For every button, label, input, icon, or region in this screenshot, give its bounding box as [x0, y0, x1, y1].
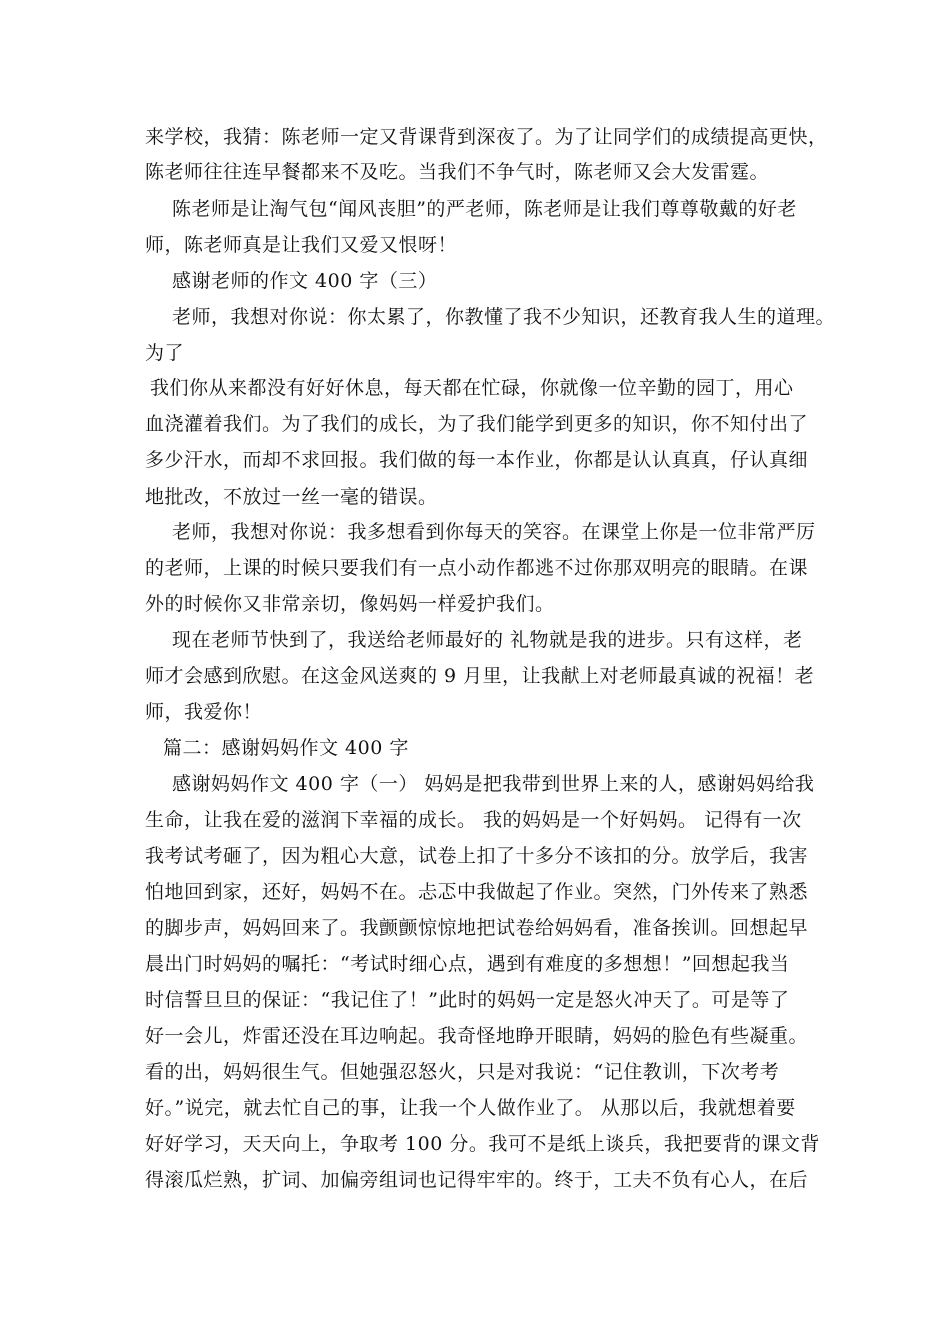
- section-heading: 篇二：感谢妈妈作文 400 字: [163, 737, 409, 759]
- text-line: 我考试考砸了，因为粗心大意，试卷上扣了十多分不该扣的分。放学后，我害: [145, 845, 809, 867]
- text-line: 师，我爱你！: [145, 701, 263, 723]
- text-line: 看的出，妈妈很生气。但她强忍怒火，只是对我说：“记住教训，下次考考: [145, 1061, 780, 1083]
- text-line: 晨出门时妈妈的嘱托：“考试时细心点，遇到有难度的多想想！”回想起我当: [145, 953, 790, 975]
- text-line: 得滚瓜烂熟，扩词、加偏旁组词也记得牢牢的。终于，工夫不负有心人，在后: [145, 1169, 809, 1191]
- text-line: 多少汗水，而却不求回报。我们做的每一本作业，你都是认认真真，仔认真细: [145, 449, 809, 471]
- text-line: 生命，让我在爱的滋润下幸福的成长。 我的妈妈是一个好妈妈。 记得有一次: [145, 809, 802, 831]
- text-line: 为了: [145, 342, 185, 364]
- text-line: 陈老师往往连早餐都来不及吃。当我们不争气时，陈老师又会大发雷霆。: [145, 161, 770, 183]
- text-line: 的老师，上课的时候只要我们有一点小动作都逃不过你那双明亮的眼睛。在课: [145, 557, 809, 579]
- text-line: 血浇灌着我们。为了我们的成长，为了我们能学到更多的知识，你不知付出了: [145, 413, 809, 435]
- text-line: 的脚步声，妈妈回来了。我颤颤惊惊地把试卷给妈妈看，准备挨训。回想起早: [145, 917, 809, 939]
- text-line: 地批改，不放过一丝一毫的错误。: [145, 486, 438, 508]
- text-line: 怕地回到家，还好，妈妈不在。忐忑中我做起了作业。突然，门外传来了熟悉: [145, 881, 809, 903]
- text-line: 老师，我想对你说：你太累了，你教懂了我不少知识，还教育我人生的道理。: [172, 306, 836, 328]
- text-line: 来学校，我猜：陈老师一定又背课背到深夜了。为了让同学们的成绩提高更快，: [145, 126, 828, 148]
- text-line: 我们你从来都没有好好休息，每天都在忙碌，你就像一位辛勤的园丁，用心: [150, 377, 794, 399]
- section-heading: 感谢老师的作文 400 字（三）: [172, 270, 438, 292]
- text-line: 师，陈老师真是让我们又爱又恨呀！: [145, 234, 458, 256]
- text-line: 好好学习，天天向上，争取考 100 分。我可不是纸上谈兵，我把要背的课文背: [145, 1133, 820, 1155]
- text-line: 现在老师节快到了，我送给老师最好的 礼物就是我的进步。只有这样，老: [172, 629, 803, 651]
- text-line: 陈老师是让淘气包“闻风丧胆”的严老师，陈老师是让我们尊尊敬戴的好老: [172, 198, 797, 220]
- text-line: 外的时候你又非常亲切，像妈妈一样爱护我们。: [145, 593, 555, 615]
- text-line: 师才会感到欣慰。在这金风送爽的 9 月里，让我献上对老师最真诚的祝福！老: [145, 665, 815, 687]
- text-line: 好一会儿，炸雷还没在耳边响起。我奇怪地睁开眼睛，妈妈的脸色有些凝重。: [145, 1025, 809, 1047]
- text-line: 老师，我想对你说：我多想看到你每天的笑容。在课堂上你是一位非常严厉: [172, 521, 816, 543]
- text-line: 好。”说完，就去忙自己的事，让我一个人做作业了。 从那以后，我就想着要: [145, 1097, 796, 1119]
- text-line: 时信誓旦旦的保证：“我记住了！”此时的妈妈一定是怒火冲天了。可是等了: [145, 989, 790, 1011]
- text-line: 感谢妈妈作文 400 字（一） 妈妈是把我带到世界上来的人，感谢妈妈给我: [172, 773, 815, 795]
